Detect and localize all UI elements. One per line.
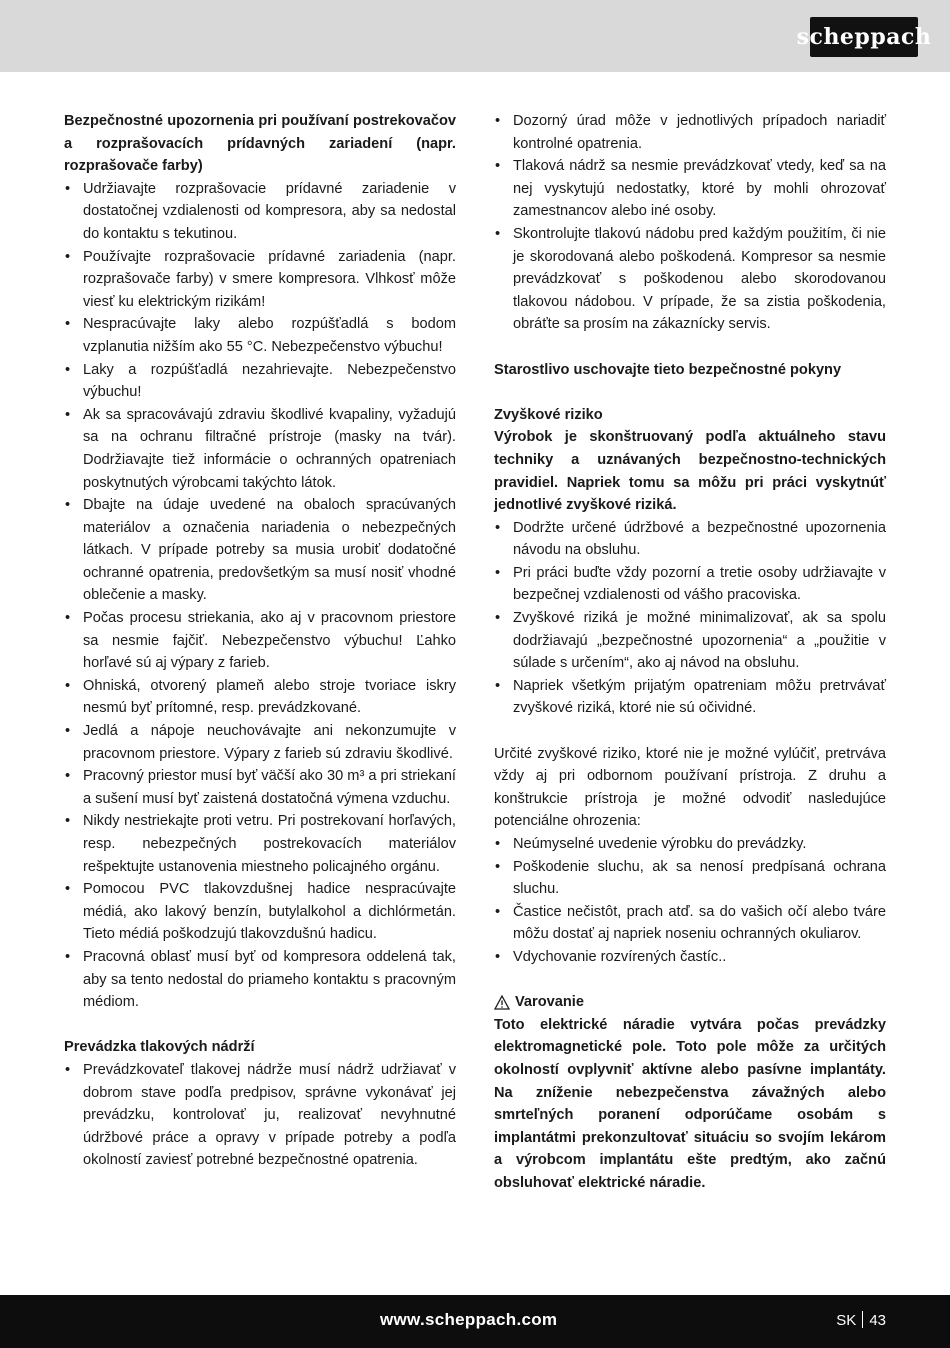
list-item: • Skontrolujte tlakovú nádobu pred každým použitím, či nie je skorodovaná alebo poškodená. Kompresor sa nesmie prevádzkovať s poškodenou alebo skorodovanou tlakovou nádobou. V prípade, že sa zistia poškodenia, obráťte sa prosím na zákaznícky servis. xyxy=(494,223,886,336)
footer-url: www.scheppach.com xyxy=(380,1310,558,1329)
list-item: • Častice nečistôt, prach atď. sa do vašich očí alebo tváre môžu dostať aj napriek noseniu ochranných okuliarov. xyxy=(494,901,886,946)
warning-heading xyxy=(494,991,886,1014)
list-item: • Pracovná oblasť musí byť od kompresora oddelená tak, aby sa tento nedostal do priameho kontaktu s pracovným médiom. xyxy=(64,946,456,1014)
warning-triangle-icon xyxy=(494,995,510,1010)
warning-heading-label: Varovanie xyxy=(515,994,584,1011)
list-item: • Napriek všetkým prijatým opatreniam môžu pretrvávať zvyškové riziká, ktoré nie sú očividné. xyxy=(494,675,886,720)
scheppach-logo: scheppach xyxy=(810,17,918,57)
list-item: • Dbajte na údaje uvedené na obaloch spracúvaných materiálov a označenia nariadenia o nebezpečných látkach. V prípade potreby sa musia urobiť dodatočné ochranné opatrenia, predovšetkým sa musí nosiť vhodné oblečenie a masky. xyxy=(64,494,456,607)
page-number: 43 xyxy=(869,1312,886,1329)
list-item: • Počas procesu striekania, ako aj v pracovnom priestore sa nesmie fajčiť. Nebezpečenstvo výbuchu! Ľahko horľavé sú aj výpary z farieb. xyxy=(64,607,456,675)
spacer xyxy=(494,336,886,359)
pressure-tank-list-continued xyxy=(494,110,886,336)
language-code: SK xyxy=(836,1312,857,1329)
right-column xyxy=(494,110,886,1195)
header-bar xyxy=(0,0,950,72)
list-item: • Ohniská, otvorený plameň alebo stroje tvoriace iskry nesmú byť prítomné, resp. prevádzkované. xyxy=(64,675,456,720)
hazards-paragraph: Určité zvyškové riziko, ktoré nie je možné vylúčiť, pretrváva vždy aj pri odbornom používaní prístroja. Z druhu a konštrukcie prístroja je možné odvodiť nasledujúce potenciálne ohrozenia: xyxy=(494,745,886,830)
list-item: • Pomocou PVC tlakovzdušnej hadice nespracúvajte médiá, ako lakový benzín, butylalkohol a dichlórmetán. Tieto médiá poškodzujú tlakovzdušnú hadicu. xyxy=(64,878,456,946)
list-item: • Vdychovanie rozvírených častíc.. xyxy=(494,946,886,969)
divider xyxy=(862,1311,863,1328)
residual-risk-heading: Zvyškové riziko xyxy=(494,406,603,423)
footer-bar xyxy=(0,1295,950,1348)
list-item: • Pracovný priestor musí byť väčší ako 30 m³ a pri striekaní a sušení musí byť zaistená dostatočná výmena vzduchu. xyxy=(64,765,456,810)
list-item: • Ak sa spracovávajú zdraviu škodlivé kvapaliny, vyžadujú sa na ochranu filtračné prístroje (masky na tvár). Dodržiavajte tiež informácie o ochranných opatreniach poskytnutých výrobcami takýchto látok. xyxy=(64,404,456,494)
list-item: • Nespracúvajte laky alebo rozpúšťadlá s bodom vzplanutia nižším ako 55 °C. Nebezpečenstvo výbuchu! xyxy=(64,313,456,358)
spray-safety-list xyxy=(64,178,456,1014)
list-item: • Udržiavajte rozprašovacie prídavné zariadenie v dostatočnej vzdialenosti od kompresora, aby sa nedostal do kontaktu s tekutinou. xyxy=(64,178,456,246)
list-item: • Poškodenie sluchu, ak sa nenosí predpísaná ochrana sluchu. xyxy=(494,856,886,901)
spacer xyxy=(494,381,886,404)
keep-instructions-heading: Starostlivo uschovajte tieto bezpečnostné pokyny xyxy=(494,361,842,378)
list-item: • Laky a rozpúšťadlá nezahrievajte. Nebezpečenstvo výbuchu! xyxy=(64,359,456,404)
list-item: • Neúmyselné uvedenie výrobku do prevádzky. xyxy=(494,833,886,856)
list-item: • Nikdy nestriekajte proti vetru. Pri postrekovaní horľavých, resp. nebezpečných postrekovacích materiálov rešpektujte ustanovenia miestneho policajného orgánu. xyxy=(64,810,456,878)
list-item: • Zvyškové riziká je možné minimalizovať, ak sa spolu dodržiavajú „bezpečnostné upozornenia“ a „použitie v súlade s určením“, ako aj návod na obsluhu. xyxy=(494,607,886,675)
residual-risk-intro: Výrobok je skonštruovaný podľa aktuálneho stavu techniky a uznávaných bezpečnostno-technických pravidiel. Napriek tomu sa môžu pri práci vyskytnúť jednotlivé zvyškové riziká. xyxy=(494,429,886,514)
warning-text: Toto elektrické náradie vytvára počas prevádzky elektromagnetické pole. Toto pole môže za určitých okolností ovplyvniť aktívne alebo pasívne implantáty. Na zníženie nebezpečenstva závažných alebo smrteľných poranení odporúčame osobám s implantátmi prekonzultovať situáciu so svojím lekárom a výrobcom implantátu ešte predtým, ako začnú obsluhovať elektrické náradie. xyxy=(494,1016,886,1191)
pressure-tank-list xyxy=(64,1059,456,1172)
list-item: • Pri práci buďte vždy pozorní a tretie osoby udržiavajte v bezpečnej vzdialenosti od vášho pracoviska. xyxy=(494,562,886,607)
spacer xyxy=(64,1014,456,1037)
list-item: • Dozorný úrad môže v jednotlivých prípadoch nariadiť kontrolné opatrenia. xyxy=(494,110,886,155)
section-heading-spray: Bezpečnostné upozornenia pri používaní postrekovačov a rozprašovacích prídavných zariadení (napr. rozprašovače farby) xyxy=(64,113,456,175)
hazards-list xyxy=(494,833,886,969)
list-item: • Dodržte určené údržbové a bezpečnostné upozornenia návodu na obsluhu. xyxy=(494,517,886,562)
list-item: • Jedlá a nápoje neuchovávajte ani nekonzumujte v pracovnom priestore. Výpary z farieb sú zdraviu škodlivé. xyxy=(64,720,456,765)
left-column xyxy=(64,110,456,1172)
section-heading-pressure-tanks: Prevádzka tlakových nádrží xyxy=(64,1039,255,1056)
page-indicator xyxy=(836,1311,886,1329)
list-item: • Tlaková nádrž sa nesmie prevádzkovať vtedy, keď sa na nej vyskytujú nedostatky, ktoré by mohli ohrozovať zamestnancov alebo iné osoby. xyxy=(494,155,886,223)
spacer xyxy=(494,969,886,992)
spacer xyxy=(494,720,886,743)
list-item: • Používajte rozprašovacie prídavné zariadenia (napr. rozprašovače farby) v smere kompresora. Vlhkosť môže viesť ku elektrickým rizikám! xyxy=(64,246,456,314)
residual-risk-list xyxy=(494,517,886,720)
list-item: • Prevádzkovateľ tlakovej nádrže musí nádrž udržiavať v dobrom stave podľa predpisov, správne vykonávať jej prevádzku, kontrolovať ju, realizovať nevyhnutné údržbové práce a opravy v prípade potreby a podľa okolností zaviesť potrebné bezpečnostné opatrenia. xyxy=(64,1059,456,1172)
